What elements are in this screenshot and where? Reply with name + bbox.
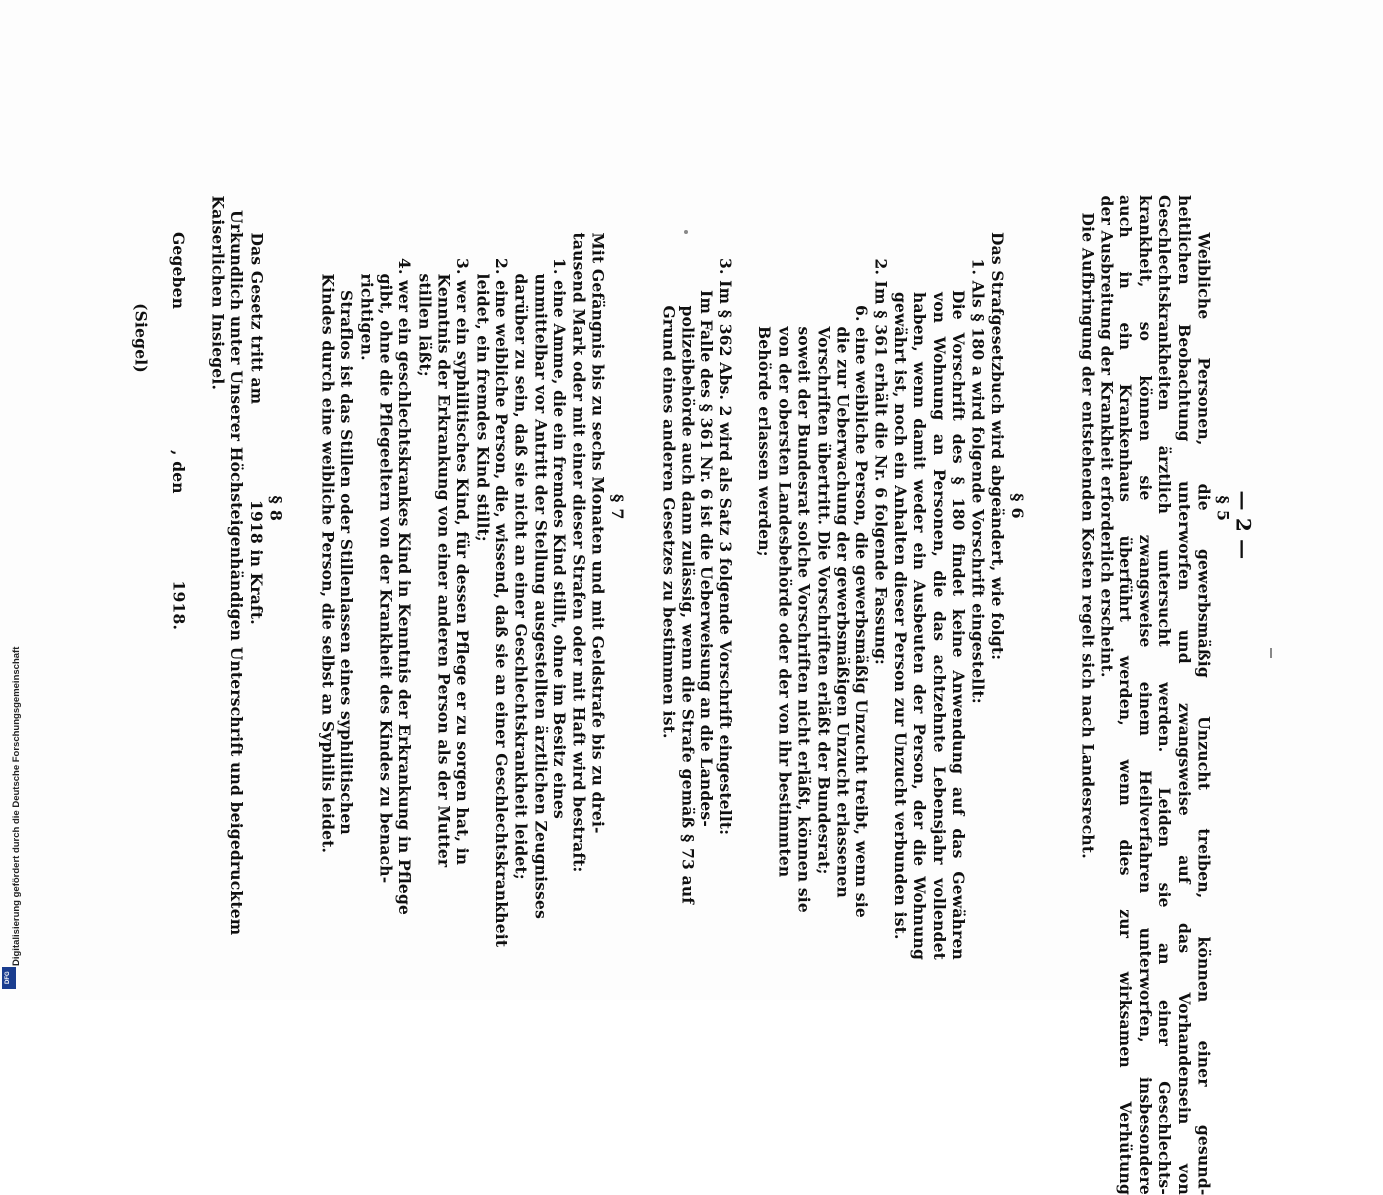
section-8-date-year: 1918.: [169, 580, 188, 630]
section-6-line: Behörde erlassen werden;: [755, 326, 774, 557]
section-6-line: soweit der Bundesrat solche Vorschriften nicht erläßt, können sie: [794, 326, 813, 913]
section-7-line: 4. wer ein geschlechtskrankes Kind in Kenntnis der Erkrankung in Pflege: [395, 258, 414, 916]
section-7-line: 3. wer ein syphilitisches Kind, für dessen Pflege er zu sorgen hat, in: [453, 258, 472, 866]
section-8-date-label: , den: [169, 450, 188, 494]
digitization-credit-strip: [0, 0, 20, 1000]
section-6-line: 6. eine weibliche Person, die gewerbsmäßig Unzucht treibt, wenn sie: [852, 305, 871, 918]
section-7-line: unmittelbar vor Antritt der Stellung ausgestellten ärztlichen Zeugnisses: [531, 273, 550, 919]
digitization-credit-text: Digitalisierung gefördert durch die Deutsche Forschungsgemeinschaft: [11, 646, 22, 966]
section-7-line: tausend Mark oder mit einer dieser Strafen oder mit Haft wird bestraft:: [569, 232, 588, 872]
section-7-line: darüber zu sein, daß sie nicht an einer Geschlechtskrankheit leidet;: [511, 273, 530, 880]
section-5-line: Weibliche Personen, die gewerbsmäßig Unzucht treiben, können einer gesund-: [1194, 232, 1213, 1195]
section-5-line: krankheit, so können sie zwangsweise einem Heilverfahren unterworfen, insbesondere: [1136, 195, 1155, 1195]
section-7-line: richtigen.: [357, 273, 376, 361]
section-6-line: von Wohnung an Personen, die das achtzehnte Lebensjahr vollendet: [930, 292, 949, 960]
section-6-line: von der obersten Landesbehörde oder der von ihr bestimmten: [775, 326, 794, 877]
scan-speck: [1270, 648, 1272, 658]
section-8-heading: § 8: [266, 495, 285, 521]
section-7-line: Straflos ist das Stillen oder Stillenlassen eines syphilitischen: [337, 290, 356, 835]
section-7-line: Kenntnis der Erkrankung von einer anderen Person als der Mutter: [434, 273, 453, 867]
section-8-effective-label: Das Gesetz tritt am: [247, 232, 266, 404]
section-8-seal-note: Kaiserlichen Insiegel.: [208, 195, 227, 390]
section-6-line: 3. Im § 362 Abs. 2 wird als Satz 3 folgende Vorschrift eingestellt:: [716, 258, 735, 836]
section-6-line: Im Falle des § 361 Nr. 6 ist die Ueberweisung an die Landes-: [697, 290, 716, 827]
section-6-line: polizeibehörde auch dann zulässig, wenn die Strafe gemäß § 73 auf: [678, 305, 697, 904]
section-6-line: 1. Als § 180 a wird folgende Vorschrift eingestellt:: [968, 258, 987, 704]
dfg-logo: DFG: [2, 967, 16, 989]
section-7-line: Mit Gefängnis bis zu sechs Monaten und mit Geldstrafe bis zu drei-: [588, 232, 607, 834]
section-7-line: 1. eine Amme, die ein fremdes Kind stillt, ohne im Besitz eines: [550, 258, 569, 819]
section-8-given-label: Gegeben: [169, 232, 188, 310]
section-7-line: 2. eine weibliche Person, die, wissend, daß sie an einer Geschlechtskrankheit: [492, 258, 511, 948]
section-6-line: gewährt ist, noch ein Anhalten dieser Person zur Unzucht verbunden ist.: [891, 292, 910, 940]
section-6-line: Vorschriften übertritt. Die Vorschriften erläßt der Bundesrat;: [814, 326, 833, 875]
section-5-line: auch in ein Krankenhaus überführt werden, wenn dies zur wirksamen Verhütung: [1116, 195, 1135, 1195]
seal-placeholder: (Siegel): [131, 302, 150, 373]
section-8-attestation: Urkundlich unter Unserer Höchsteigenhändigen Unterschrift und beigedrucktem: [227, 210, 246, 936]
section-6-line: die zur Ueberwachung der gewerbsmäßigen Unzucht erlassenen: [833, 326, 852, 898]
section-5-line: der Ausbreitung der Krankheit erforderlich erscheint.: [1097, 195, 1116, 678]
page-number: — 2 —: [1231, 490, 1255, 559]
section-7-line: gibt, ohne die Pflegeeltern von der Krankheit des Kindes zu benach-: [376, 273, 395, 883]
section-5-line: Die Aufbringung der entstehenden Kosten regelt sich nach Landesrecht.: [1078, 212, 1097, 859]
section-7-line: leidet, ein fremdes Kind stillt;: [473, 273, 492, 542]
section-6-line: haben, wenn damit weder ein Ausbeuten der Person, der die Wohnung: [910, 292, 929, 960]
section-5-heading: § 5: [1213, 495, 1232, 521]
section-6-line: Das Strafgesetzbuch wird abgeändert, wie folgt:: [988, 232, 1007, 661]
scan-speck: [684, 230, 688, 234]
section-6-line: Grund eines anderen Gesetzes zu bestimmen ist.: [659, 305, 678, 739]
section-7-line: Kindes durch eine weibliche Person, die selbst an Syphilis leidet.: [318, 273, 337, 853]
section-6-line: Die Vorschrift des § 180 findet keine Anwendung auf das Gewähren: [949, 290, 968, 960]
section-5-line: heitlichen Beobachtung unterworfen und zwangsweise auf das Vorhandensein von: [1175, 195, 1194, 1195]
section-6-line: 2. Im § 361 erhält die Nr. 6 folgende Fassung:: [871, 258, 890, 665]
section-6-heading: § 6: [1008, 493, 1027, 519]
section-7-line: stillen läßt;: [415, 273, 434, 377]
section-7-heading: § 7: [608, 494, 627, 520]
section-8-effective-year: 1918 in Kraft.: [247, 500, 266, 625]
section-5-line: Geschlechtskrankheiten ärztlich untersucht werden. Leiden sie an einer Geschlechts-: [1155, 195, 1174, 1195]
